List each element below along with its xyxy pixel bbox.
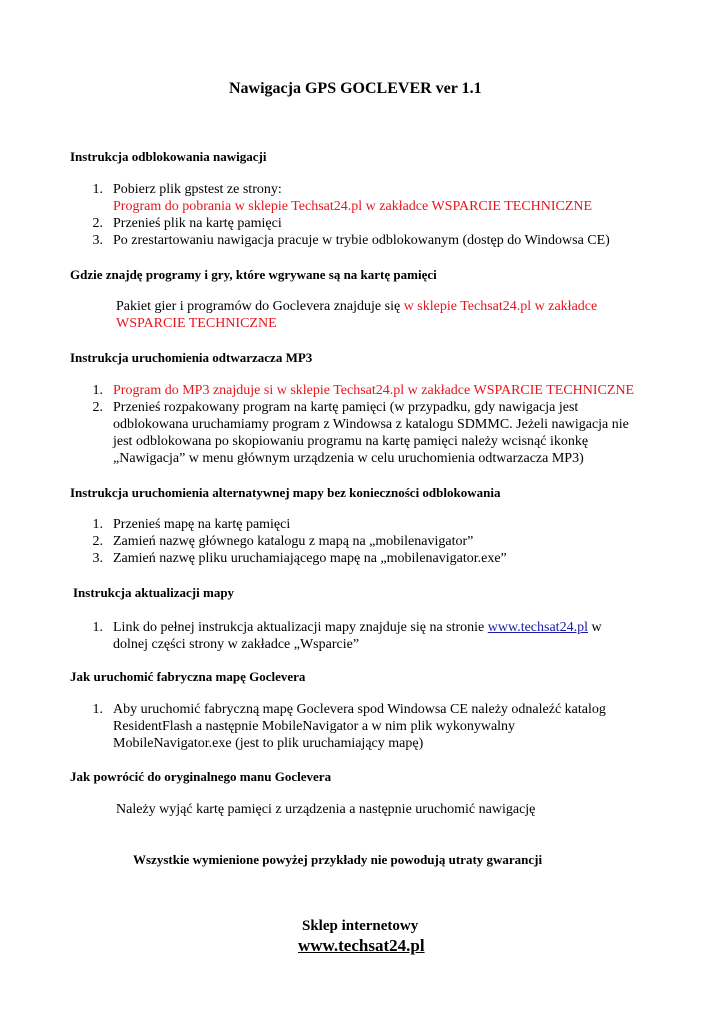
list-item: Zamień nazwę pliku uruchamiającego mapę na „mobilenavigator.exe”	[113, 551, 507, 566]
list-item-line: jest odblokowana po skopiowaniu programu na kartę pamięci należy wcisnąć ikonkę	[113, 434, 589, 449]
update-line	[113, 619, 602, 636]
list-item-line: „Nawigacja” w menu głównym urządzenia w celu uruchomienia odtwarzacza MP3)	[113, 451, 584, 466]
shop-note: w sklepie Techsat24.pl w zakładce	[403, 299, 598, 314]
list-number: 1.	[92, 620, 103, 635]
list-item: Przenieś mapę na kartę pamięci	[113, 517, 291, 532]
list-number: 2.	[92, 400, 103, 415]
update-text: Link do pełnej instrukcja aktualizacji mapy znajduje się na stronie	[113, 620, 488, 635]
section-heading-alt-map: Instrukcja uruchomienia alternatywnej mapy bez konieczności odblokowania	[70, 485, 501, 500]
list-number: 2.	[92, 534, 103, 549]
list-number: 1.	[92, 383, 103, 398]
page-title: Nawigacja GPS GOCLEVER ver 1.1	[229, 80, 482, 97]
list-item-line: Przenieś rozpakowany program na kartę pamięci (w przypadku, gdy nawigacja jest	[113, 400, 579, 415]
mp3-note: Program do MP3 znajduje si w sklepie Techsat24.pl w zakładce WSPARCIE TECHNICZNE	[113, 383, 635, 398]
update-line-2: dolnej części strony w zakładce „Wsparcie”	[113, 637, 360, 652]
techsat-link[interactable]: www.techsat24.pl	[487, 620, 588, 635]
section-heading-original-menu: Jak powrócić do oryginalnego manu Goclevera	[70, 769, 332, 784]
list-item-line: odblokowana uruchamiamy program z Windowsa z katalogu SDMMC. Jeżeli nawigacja nie	[113, 417, 629, 432]
list-number: 1.	[92, 182, 103, 197]
shop-note-cont: WSPARCIE TECHNICZNE	[116, 316, 277, 331]
games-text: Pakiet gier i programów do Goclevera znajduje się	[116, 299, 404, 314]
section-heading-games: Gdzie znajdę programy i gry, które wgrywane są na kartę pamięci	[70, 267, 437, 282]
footer-link[interactable]: www.techsat24.pl	[298, 936, 425, 955]
section-heading-update: Instrukcja aktualizacji mapy	[73, 585, 235, 600]
list-item-line: MobileNavigator.exe (jest to plik uruchamiający mapę)	[113, 736, 424, 751]
list-item-line: Aby uruchomić fabryczną mapę Goclevera spod Windowsa CE należy odnaleźć katalog	[113, 702, 606, 717]
section-heading-unlock: Instrukcja odblokowania nawigacji	[70, 149, 267, 164]
footer-title: Sklep internetowy	[302, 918, 419, 934]
list-item: Po zrestartowaniu nawigacja pracuje w trybie odblokowanym (dostęp do Windowsa CE)	[113, 233, 610, 248]
list-item: Zamień nazwę głównego katalogu z mapą na „mobilenavigator”	[113, 534, 474, 549]
list-number: 1.	[92, 517, 103, 532]
list-item: Pobierz plik gpstest ze strony:	[113, 182, 282, 197]
list-number: 3.	[92, 551, 103, 566]
update-after: w	[587, 620, 602, 635]
list-item-line: ResidentFlash a następnie MobileNavigator a w nim plik wykonywalny	[113, 719, 516, 734]
original-menu-text: Należy wyjąć kartę pamięci z urządzenia a następnie uruchomić nawigację	[116, 802, 536, 817]
download-note: Program do pobrania w sklepie Techsat24.pl w zakładce WSPARCIE TECHNICZNE	[113, 199, 593, 214]
list-number: 2.	[92, 216, 103, 231]
list-number: 1.	[92, 702, 103, 717]
games-paragraph	[116, 298, 597, 315]
section-heading-mp3: Instrukcja uruchomienia odtwarzacza MP3	[70, 350, 313, 365]
list-item: Przenieś plik na kartę pamięci	[113, 216, 282, 231]
warranty-note: Wszystkie wymienione powyżej przykłady nie powodują utraty gwarancji	[133, 852, 543, 867]
section-heading-factory-map: Jak uruchomić fabryczna mapę Goclevera	[70, 669, 306, 684]
list-number: 3.	[92, 233, 103, 248]
